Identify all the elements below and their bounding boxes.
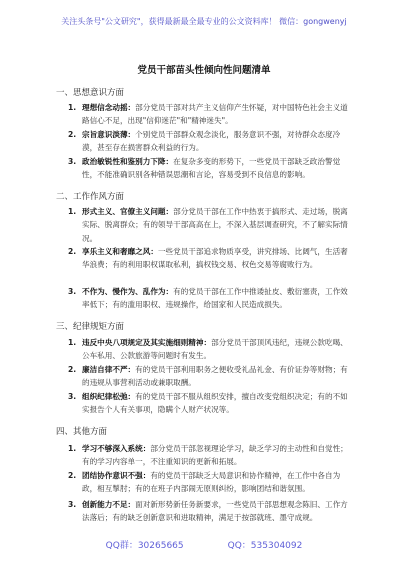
item-heading: 学习不够深入系统： [82, 444, 151, 453]
item-number: 3. [68, 500, 77, 509]
item-number: 1. [68, 103, 77, 112]
item-heading: 团结协作意识不强： [82, 471, 151, 480]
list-item [68, 285, 348, 312]
list-item [68, 128, 348, 155]
section-heading-other: 四、其他方面 [56, 427, 108, 437]
section-heading-work-style: 二、工作作风方面 [56, 192, 125, 202]
item-body: 部分党员干部忽视理论学习，缺乏学习的主动性和自觉性；有的学习内容单一，不注重知识的更新和拓展。 [82, 444, 348, 467]
item-number: 2. [68, 471, 77, 480]
item-body: 有的党员干部在工作中推诿扯皮、敷衍塞责，工作效率低下；有的滥用职权、违规操作，给国家和人民造成损失。 [82, 287, 348, 310]
list-item [68, 101, 348, 128]
item-heading: 宗旨意识淡薄： [82, 130, 136, 139]
item-body: 在复杂多变的形势下，一些党员干部缺乏政治警觉性，不能准确识别各种错误思潮和言论，容易受到不良信息的影响。 [82, 157, 341, 180]
section-heading-ideology: 一、思想意识方面 [56, 88, 125, 98]
list-item [68, 498, 348, 525]
item-number: 2. [68, 130, 77, 139]
qq-group-label: QQ群：30265665 [105, 541, 184, 551]
item-heading: 组织纪律松弛： [82, 392, 136, 401]
item-number: 3. [68, 287, 77, 296]
item-body: 有的党员干部缺乏大局意识和协作精神，在工作中各自为政，相互掣肘；有的在班子内部闹无原则纠纷，影响团结和谐氛围。 [82, 471, 341, 494]
section-heading-discipline: 三、纪律规矩方面 [56, 322, 125, 332]
item-heading: 享乐主义和奢靡之风： [82, 247, 158, 256]
item-heading: 违反中央八项规定及其实施细则精神： [82, 338, 212, 347]
footer-contact [0, 538, 408, 551]
list-item [68, 390, 348, 417]
item-number: 1. [68, 207, 77, 216]
item-body: 面对新形势新任务新要求，一些党员干部思想观念陈旧、工作方法落后；有的缺乏创新意识和进取精神，满足于按部就班、墨守成规。 [82, 500, 348, 523]
list-item [68, 442, 348, 469]
item-number: 2. [68, 365, 77, 374]
item-heading: 廉洁自律不严： [82, 365, 136, 374]
item-body: 一些党员干部追求物质享受，讲究排场、比阔气，生活奢华浪费；有的利用职权谋取私利，搞权钱交易、权色交易等腐败行为。 [82, 247, 348, 270]
item-body: 有的党员干部利用职务之便收受礼品礼金、有价证券等财物；有的违规从事营利活动或兼职取酬。 [82, 365, 348, 388]
item-heading: 政治敏锐性和鉴别力下降： [82, 157, 174, 166]
list-item [68, 205, 348, 245]
list-item [68, 469, 348, 496]
list-item [68, 155, 348, 182]
header-promo-note: 关注头条号"公文研究"，获得最新最全最专业的公文资料库！ 微信：gongwenyj [61, 17, 347, 26]
item-heading: 形式主义、官僚主义问题： [82, 207, 174, 216]
item-body: 部分党员干部顶风违纪，违规公款吃喝、公车私用、公款旅游等问题时有发生。 [82, 338, 348, 361]
item-body: 部分党员干部在工作中热衷于搞形式、走过场，脱离实际、脱离群众；有的领导干部高高在上，不深入基层调查研究，不了解实际情况。 [82, 207, 348, 243]
item-heading: 创新能力不足： [82, 500, 136, 509]
list-item [68, 363, 348, 390]
document-title: 党员干部苗头性倾向性问题清单 [137, 65, 271, 76]
item-heading: 不作为、慢作为、乱作为： [82, 287, 174, 296]
list-item [68, 336, 348, 363]
qq-label: QQ：535304092 [227, 541, 303, 551]
item-number: 3. [68, 157, 77, 166]
item-body: 部分党员干部对共产主义信仰产生怀疑，对中国特色社会主义道路信心不足，出现"信仰迷茫"和"精神迷失"。 [82, 103, 348, 126]
item-body: 有的党员干部不服从组织安排，擅自改变党组织决定；有的不如实报告个人有关事项，隐瞒个人财产状况等。 [82, 392, 348, 415]
item-number: 1. [68, 338, 77, 347]
item-heading: 理想信念动摇： [82, 103, 136, 112]
item-number: 3. [68, 392, 77, 401]
list-item [68, 245, 348, 272]
item-body: 个别党员干部群众观念淡化，服务意识不强，对待群众态度冷漠，甚至存在损害群众利益的行为。 [82, 130, 341, 153]
item-number: 1. [68, 444, 77, 453]
item-number: 2. [68, 247, 77, 256]
